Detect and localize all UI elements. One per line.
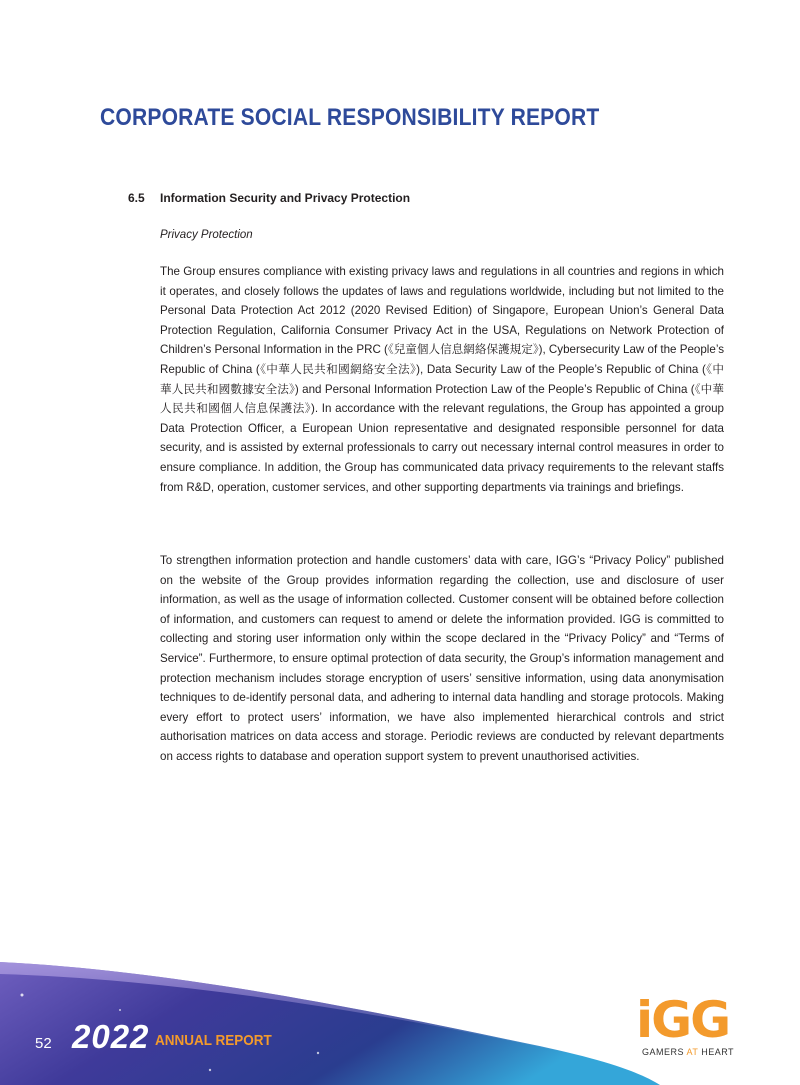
tagline-gamers: GAMERS (642, 1047, 685, 1057)
page-title: CORPORATE SOCIAL RESPONSIBILITY REPORT (100, 104, 600, 131)
tagline-heart: HEART (701, 1047, 735, 1057)
tagline-at: AT (686, 1047, 699, 1057)
section-heading (128, 191, 410, 205)
subheading: Privacy Protection (160, 229, 253, 241)
section-number: 6.5 (128, 191, 145, 205)
paragraph-privacy-compliance: The Group ensures compliance with existing privacy laws and regulations in all countries and regions in which it operates, and closely follows the updates of laws and regulations worldwide, including but not limited to the Personal Data Protection Act 2012 (2020 Revised Edition) of Singapore, European Union’s General Data Protection Regulation, California Consumer Privacy Act in the USA, Regulations on Network Protection of Children’s Personal Information in the PRC (《兒童個人信息網絡保護規定》), Cybersecurity Law of the People’s Republic of China (《中華人民共和國網絡安全法》), Data Security Law of the People’s Republic of China (《中華人民共和國數據安全法》) and Personal Information Protection Law of the People’s Republic of China (《中華人民共和國個人信息保護法》). In accordance with the relevant regulations, the Group has appointed a group Data Protection Officer, a European Union representative and designated responsible personnel for data security, and is assisted by external professionals to carry out necessary internal control measures in order to ensure compliance. In addition, the Group has communicated data privacy requirements to the relevant staffs from R&D, operation, customer services, and other supporting departments via trainings and briefings. (160, 265, 724, 494)
annual-report-label: ANNUAL REPORT (155, 1032, 272, 1049)
page-number: 52 (35, 1035, 52, 1052)
section-title: Information Security and Privacy Protection (160, 191, 411, 205)
igg-logo-letters: iGG (636, 991, 730, 1049)
logo-tagline (642, 1047, 734, 1057)
igg-logo (632, 985, 742, 1060)
paragraph-privacy-policy: To strengthen information protection and handle customers’ data with care, IGG’s “Privacy Policy” published on the website of the Group provides information regarding the collection, use and disclosure of user information, as well as the usage of information collected. Customer consent will be obtained before collection of information, and customers can request to amend or delete the information provided. IGG is committed to collecting and storing user information only within the scope declared in the “Privacy Policy” and “Terms of Service”. Furthermore, to ensure optimal protection of data security, the Group’s information management and protection mechanism includes storage encryption of users’ sensitive information, using data anonymisation techniques to de-identify personal data, and adhering to internal data handling and storage protocols. Making every effort to protect users’ information, we have also implemented hierarchical controls and strict authorisation matrices on data access and storage. Periodic reviews are conducted by relevant departments on access rights to database and operation support system to prevent unauthorised activities. (160, 554, 724, 763)
report-year: 2022 (72, 1018, 150, 1055)
